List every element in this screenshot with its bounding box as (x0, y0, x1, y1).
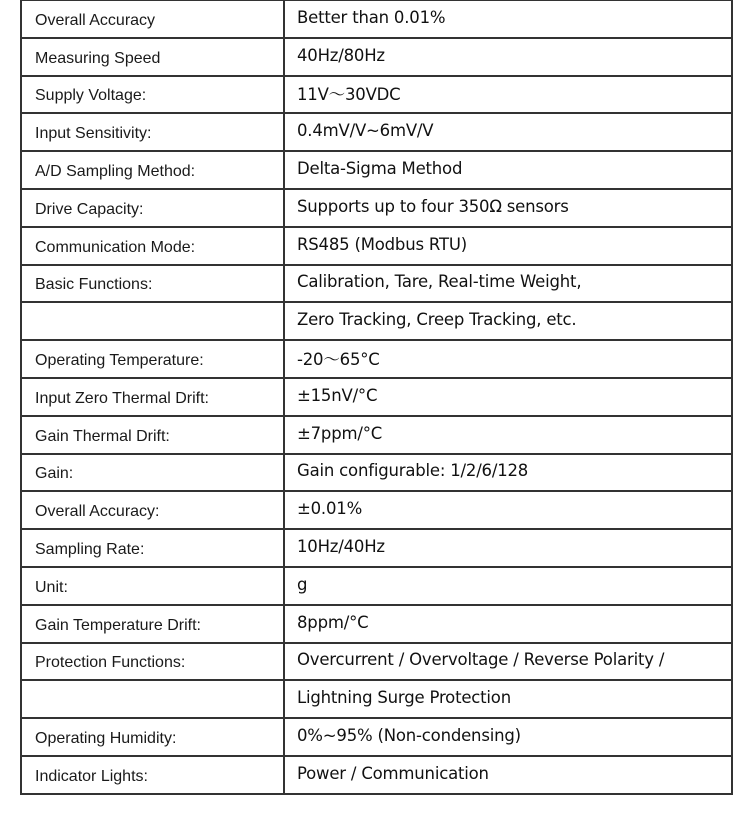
spec-value: Calibration, Tare, Real-time Weight, (284, 265, 732, 303)
spec-label: Basic Functions: (21, 265, 284, 303)
table-row (21, 189, 732, 227)
spec-value: 10Hz/40Hz (284, 529, 732, 567)
spec-value: 11V～30VDC (284, 76, 732, 114)
table-row (21, 718, 732, 756)
spec-label: Measuring Speed (21, 38, 284, 76)
spec-label: Sampling Rate: (21, 529, 284, 567)
spec-table-body (21, 0, 732, 794)
spec-label: Indicator Lights: (21, 756, 284, 794)
spec-value: ±15nV/°C (284, 378, 732, 416)
spec-label: Communication Mode: (21, 227, 284, 265)
table-row (21, 227, 732, 265)
spec-value: 40Hz/80Hz (284, 38, 732, 76)
table-row (21, 491, 732, 529)
spec-label: Input Zero Thermal Drift: (21, 378, 284, 416)
spec-label: Overall Accuracy (21, 0, 284, 38)
table-row (21, 643, 732, 681)
table-row (21, 38, 732, 76)
spec-label: Drive Capacity: (21, 189, 284, 227)
spec-value: 0.4mV/V~6mV/V (284, 113, 732, 151)
spec-value: 0%~95% (Non-condensing) (284, 718, 732, 756)
spec-label: Operating Humidity: (21, 718, 284, 756)
spec-label: Gain Thermal Drift: (21, 416, 284, 454)
spec-label: A/D Sampling Method: (21, 151, 284, 189)
table-row (21, 340, 732, 378)
spec-value: Overcurrent / Overvoltage / Reverse Polarity / (284, 643, 732, 681)
spec-label: Supply Voltage: (21, 76, 284, 114)
spec-value: Gain configurable: 1/2/6/128 (284, 454, 732, 492)
spec-value: Zero Tracking, Creep Tracking, etc. (284, 302, 732, 340)
table-row (21, 454, 732, 492)
spec-label: Input Sensitivity: (21, 113, 284, 151)
table-row (21, 151, 732, 189)
spec-label: Gain: (21, 454, 284, 492)
table-row (21, 756, 732, 794)
spec-label: Unit: (21, 567, 284, 605)
table-row (21, 567, 732, 605)
table-row (21, 76, 732, 114)
spec-value: -20～65°C (284, 340, 732, 378)
table-row (21, 302, 732, 340)
spec-value: Delta-Sigma Method (284, 151, 732, 189)
spec-table (20, 0, 733, 795)
spec-label: Protection Functions: (21, 643, 284, 681)
spec-label: Overall Accuracy: (21, 491, 284, 529)
spec-value: ±7ppm/°C (284, 416, 732, 454)
spec-value: Better than 0.01% (284, 0, 732, 38)
spec-value: Power / Communication (284, 756, 732, 794)
table-row (21, 265, 732, 303)
spec-value: RS485 (Modbus RTU) (284, 227, 732, 265)
spec-value: g (284, 567, 732, 605)
spec-label (21, 302, 284, 340)
table-row (21, 0, 732, 38)
spec-label (21, 680, 284, 718)
table-row (21, 529, 732, 567)
table-row (21, 113, 732, 151)
table-row (21, 605, 732, 643)
spec-label: Gain Temperature Drift: (21, 605, 284, 643)
table-row (21, 680, 732, 718)
spec-value: Lightning Surge Protection (284, 680, 732, 718)
table-row (21, 378, 732, 416)
table-row (21, 416, 732, 454)
spec-label: Operating Temperature: (21, 340, 284, 378)
spec-value: 8ppm/°C (284, 605, 732, 643)
spec-value: ±0.01% (284, 491, 732, 529)
spec-value: Supports up to four 350Ω sensors (284, 189, 732, 227)
